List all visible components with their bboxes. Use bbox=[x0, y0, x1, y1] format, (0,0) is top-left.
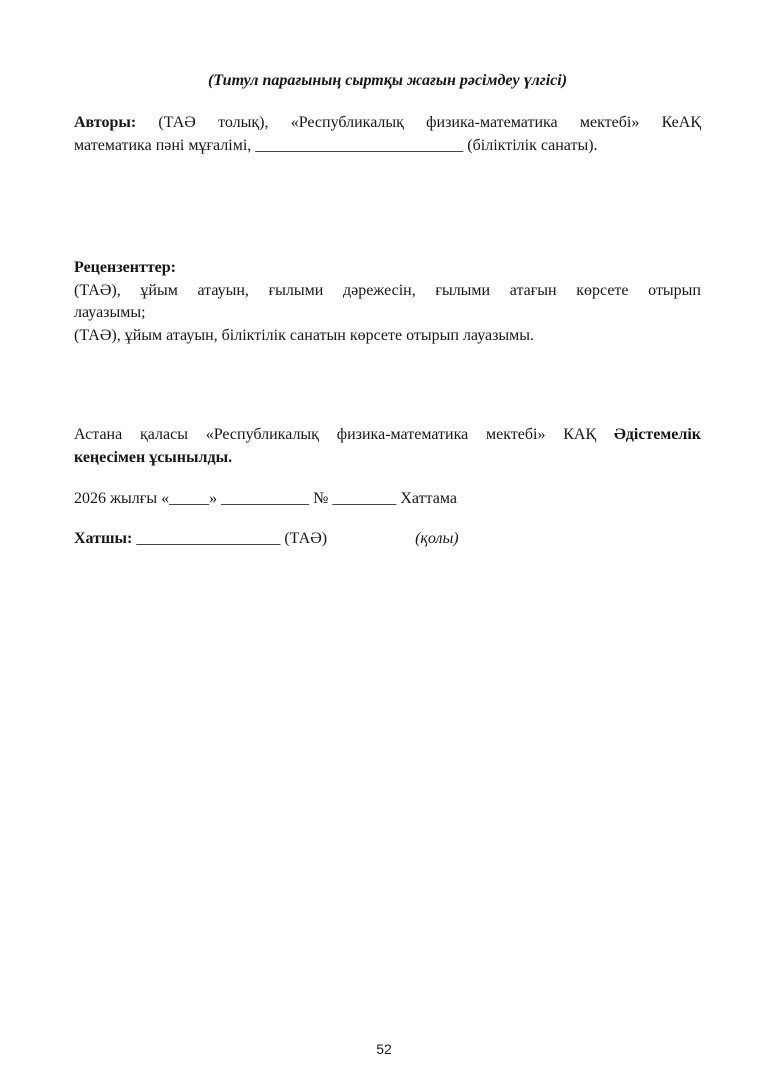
approval-paragraph bbox=[74, 424, 701, 469]
approval-line-1 bbox=[74, 424, 701, 447]
authors-line-1-text: (ТАӘ толық), «Республикалық физика-математика мектебі» КеАҚ bbox=[158, 114, 701, 131]
approval-line-1-bold: Әдістемелік bbox=[613, 426, 702, 443]
authors-line-1 bbox=[74, 112, 701, 135]
authors-label: Авторы: bbox=[74, 114, 137, 131]
reviewers-section bbox=[74, 257, 701, 347]
protocol-line: 2026 жылғы «_____» ___________ № ________ Хаттама bbox=[74, 490, 458, 507]
reviewer-item-2: (ТАӘ), ұйым атауын, біліктілік санатын көрсете отырып лауазымы. bbox=[74, 326, 535, 344]
reviewer-item-1-line-2: лауазымы; bbox=[74, 304, 146, 322]
signature-note: (қолы) bbox=[415, 530, 459, 547]
reviewers-heading: Рецензенттер: bbox=[74, 259, 176, 276]
authors-paragraph bbox=[74, 112, 701, 157]
authors-line-2: математика пәні мұғалімі, __________________________ (біліктілік санаты). bbox=[74, 136, 598, 154]
page-number: 52 bbox=[376, 1041, 392, 1057]
approval-line-1-text: Астана қаласы «Республикалық физика-математика мектебі» КАҚ bbox=[74, 426, 597, 443]
secretary-blank-and-name: __________________ (ТАӘ) bbox=[136, 530, 328, 547]
page-title: (Титул парағының сыртқы жағын рәсімдеу үлгісі) bbox=[207, 72, 568, 89]
secretary-label: Хатшы: bbox=[74, 530, 133, 547]
secretary-line bbox=[74, 528, 701, 551]
approval-line-2: кеңесімен ұсынылды. bbox=[74, 448, 233, 466]
reviewer-item-1-line-1: (ТАӘ), ұйым атауын, ғылыми дәрежесін, ғылыми атағын көрсете отырып bbox=[74, 281, 701, 299]
